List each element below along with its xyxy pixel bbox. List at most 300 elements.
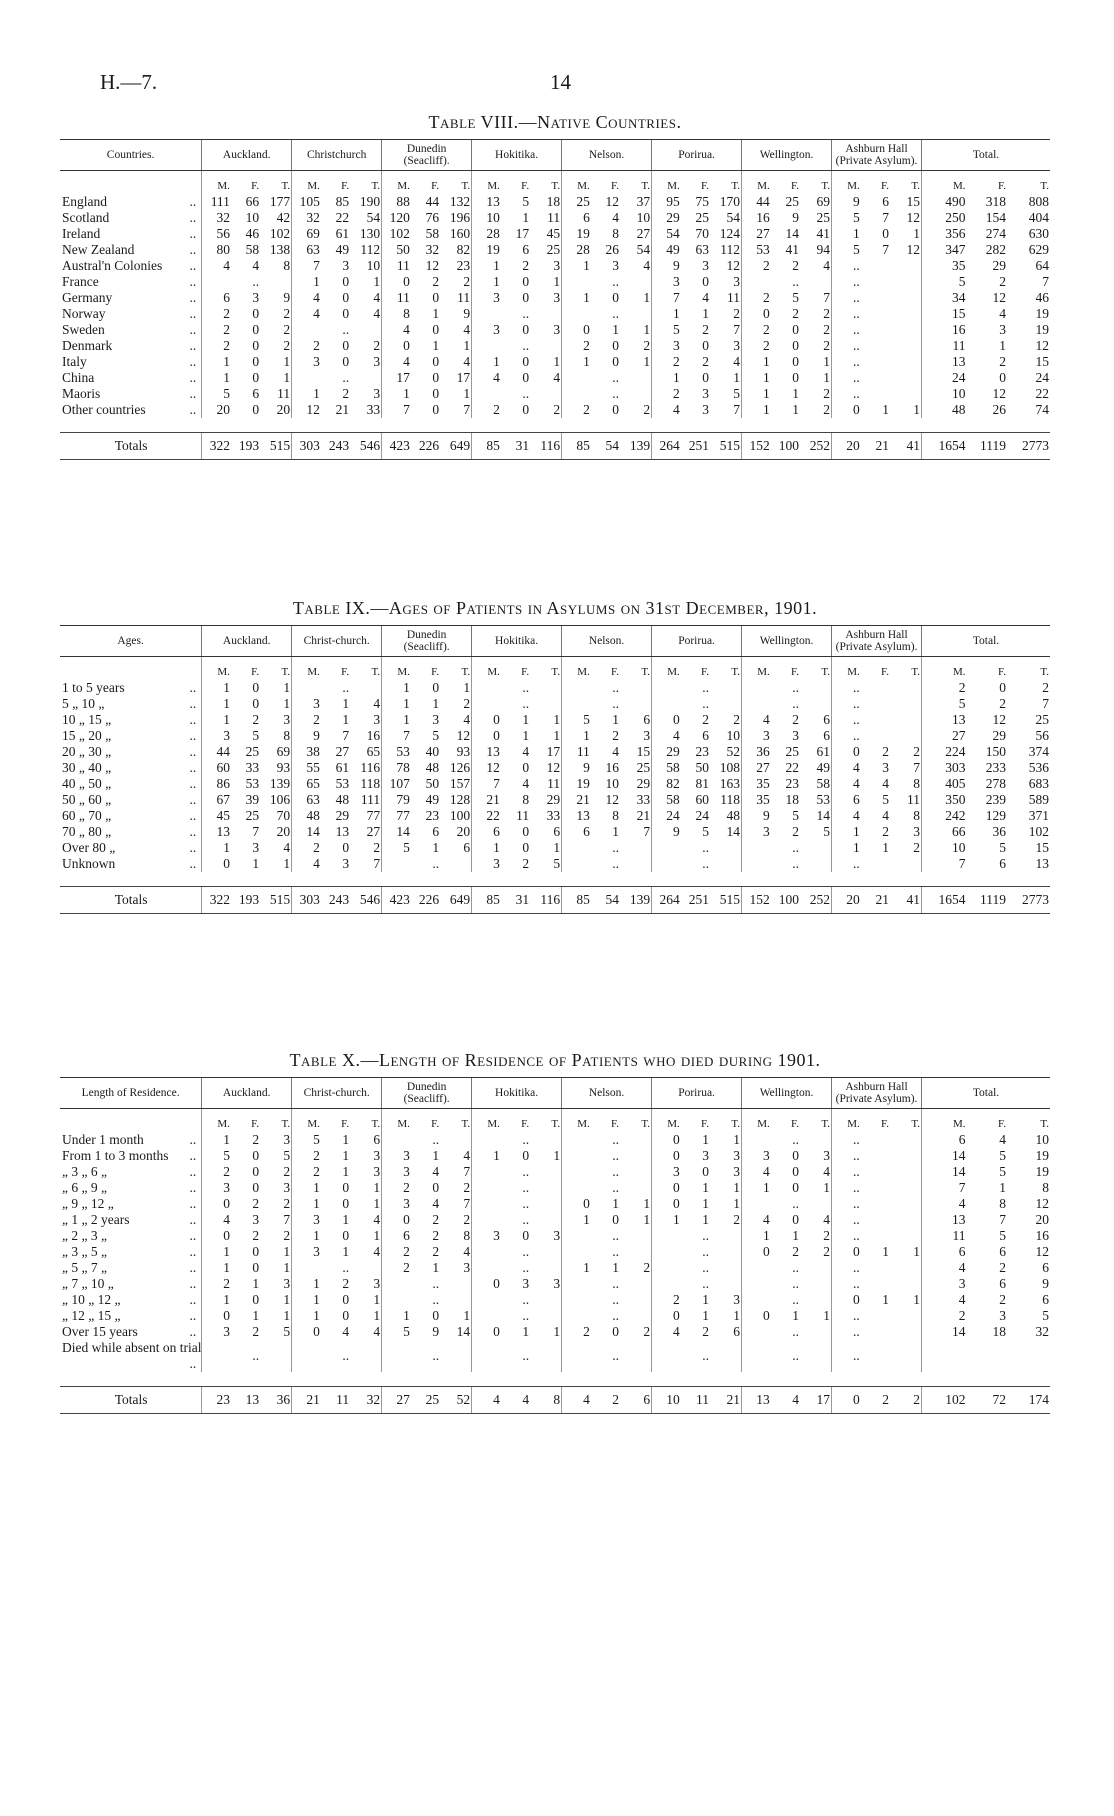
cell: 2 bbox=[792, 824, 800, 839]
totals-cell: 515 bbox=[710, 433, 742, 460]
cell bbox=[350, 370, 382, 386]
cell: .. bbox=[832, 274, 861, 290]
cell: 2 bbox=[702, 354, 710, 369]
cell: 2 bbox=[999, 1260, 1006, 1275]
cell: .. bbox=[612, 274, 620, 289]
cell: .. bbox=[612, 1228, 620, 1243]
cell: 3 bbox=[733, 1148, 741, 1163]
cell: .. bbox=[702, 1260, 710, 1275]
cell: 3 bbox=[702, 402, 710, 417]
cell: 36 bbox=[992, 824, 1006, 839]
sub-header-label: T. bbox=[371, 179, 381, 192]
column-header: Christ-church. bbox=[292, 1078, 382, 1109]
cell: 1 bbox=[202, 1260, 231, 1276]
cell: 0 bbox=[292, 1324, 321, 1340]
cell bbox=[861, 322, 890, 338]
cell: 0 bbox=[612, 1324, 620, 1339]
cell: 4 bbox=[652, 402, 681, 418]
totals-row bbox=[60, 433, 1050, 460]
sub-header-label: T. bbox=[371, 1117, 381, 1130]
spacer-cell bbox=[60, 1372, 1050, 1387]
cell: 5 bbox=[999, 840, 1006, 855]
cell: 1 bbox=[702, 1292, 710, 1307]
cell: .. bbox=[522, 1132, 530, 1147]
cell: 0 bbox=[522, 370, 530, 385]
cell: 233 bbox=[985, 760, 1006, 775]
cell: .. bbox=[252, 274, 260, 289]
cell bbox=[530, 386, 561, 402]
cell: 0 bbox=[202, 1228, 231, 1244]
cell: 108 bbox=[719, 760, 741, 775]
totals-cell: 243 bbox=[321, 433, 350, 460]
cell: 3 bbox=[202, 728, 231, 744]
totals-cell: 100 bbox=[771, 887, 800, 914]
cell: 4 bbox=[463, 1244, 471, 1259]
cell: 1 bbox=[643, 1212, 651, 1227]
cell: 1 bbox=[832, 824, 861, 840]
cell: 6 bbox=[432, 824, 440, 839]
totals-cell: 0 bbox=[832, 1387, 861, 1414]
sub-header-label: T. bbox=[281, 179, 291, 192]
cell bbox=[800, 1340, 832, 1372]
cell bbox=[890, 1260, 922, 1276]
totals-cell: 193 bbox=[231, 433, 260, 460]
cell bbox=[292, 1340, 321, 1372]
cell: 46 bbox=[1035, 290, 1049, 305]
table-title bbox=[60, 598, 1050, 619]
cell: 1 bbox=[823, 370, 831, 385]
cell bbox=[652, 680, 681, 696]
cell bbox=[530, 306, 561, 322]
cell: 9 bbox=[792, 210, 800, 225]
cell: 5 bbox=[292, 1132, 321, 1148]
sub-header-label: T. bbox=[1040, 665, 1049, 678]
cell: 1 bbox=[823, 1308, 831, 1323]
cell: 1 bbox=[999, 338, 1006, 353]
cell: 0 bbox=[652, 1132, 681, 1148]
sub-header-label: M. bbox=[652, 657, 681, 681]
cell bbox=[800, 1292, 832, 1308]
cell: 10 bbox=[726, 728, 741, 743]
cell: 0 bbox=[472, 1276, 501, 1292]
cell: 1 bbox=[742, 370, 771, 386]
cell: 1 bbox=[882, 1244, 889, 1259]
cell: .. bbox=[832, 338, 861, 354]
cell: 4 bbox=[373, 306, 381, 321]
cell: .. bbox=[792, 1132, 800, 1147]
leader-dots: .. bbox=[189, 242, 197, 257]
row-label-text: 20 „ 30 „ bbox=[62, 744, 112, 759]
row-label-text: „ 1 „ 2 years bbox=[62, 1212, 130, 1227]
cell: 0 bbox=[342, 1180, 350, 1195]
cell: 39 bbox=[245, 792, 260, 807]
cell: 8 bbox=[913, 808, 921, 823]
cell: 1 bbox=[882, 840, 889, 855]
totals-cell: 27 bbox=[382, 1387, 411, 1414]
cell: 6 bbox=[252, 386, 260, 401]
cell bbox=[292, 370, 321, 386]
cell bbox=[890, 1164, 922, 1180]
cell: 1 bbox=[702, 1212, 710, 1227]
cell: 490 bbox=[922, 194, 967, 210]
cell: 8 bbox=[522, 792, 530, 807]
cell: 2 bbox=[252, 712, 260, 727]
cell: 6 bbox=[562, 824, 591, 840]
cell bbox=[890, 1148, 922, 1164]
row-label-text: France bbox=[62, 274, 99, 289]
cell: 0 bbox=[342, 840, 350, 855]
cell: 29 bbox=[992, 728, 1006, 743]
cell: 48 bbox=[292, 808, 321, 824]
cell bbox=[530, 1132, 561, 1148]
cell: .. bbox=[612, 1180, 620, 1195]
cell: 1 bbox=[292, 1308, 321, 1324]
cell: 4 bbox=[882, 776, 889, 791]
cell: 49 bbox=[652, 242, 681, 258]
cell: 0 bbox=[432, 680, 440, 695]
cell: 4 bbox=[742, 712, 771, 728]
sub-header-label: T. bbox=[281, 665, 291, 678]
cell: 405 bbox=[922, 776, 967, 792]
column-header: Christ-church. bbox=[292, 626, 382, 657]
sub-header-label: T. bbox=[641, 179, 651, 192]
cell bbox=[530, 1212, 561, 1228]
cell bbox=[620, 1340, 652, 1372]
cell: 45 bbox=[202, 808, 231, 824]
cell: 2 bbox=[432, 1228, 440, 1243]
cell bbox=[890, 258, 922, 274]
cell: 58 bbox=[425, 226, 440, 241]
cell: 0 bbox=[342, 1292, 350, 1307]
leader-dots: .. bbox=[189, 1196, 197, 1211]
cell: 25 bbox=[546, 242, 561, 257]
cell: 53 bbox=[742, 242, 771, 258]
cell bbox=[472, 1132, 501, 1148]
row-label bbox=[60, 1308, 202, 1324]
cell: 4 bbox=[373, 1324, 381, 1339]
cell: .. bbox=[832, 680, 861, 696]
table-row bbox=[60, 1228, 1050, 1244]
cell: 25 bbox=[562, 194, 591, 210]
cell: 106 bbox=[269, 792, 291, 807]
cell: 2 bbox=[373, 840, 381, 855]
page-header bbox=[100, 70, 1080, 100]
cell: 7 bbox=[373, 856, 381, 871]
cell bbox=[620, 370, 652, 386]
cell: 6 bbox=[522, 242, 530, 257]
cell: 102 bbox=[1028, 824, 1049, 839]
cell: 126 bbox=[449, 760, 471, 775]
cell: 77 bbox=[366, 808, 381, 823]
cell: 4 bbox=[652, 728, 681, 744]
cell: 58 bbox=[245, 242, 260, 257]
cell: 93 bbox=[276, 760, 291, 775]
header-first-column: Length of Residence. bbox=[60, 1078, 202, 1109]
cell: .. bbox=[522, 1164, 530, 1179]
leader-dots: .. bbox=[189, 402, 197, 417]
cell: 0 bbox=[382, 338, 411, 354]
leader-dots: .. bbox=[189, 274, 197, 289]
cell: 65 bbox=[366, 744, 381, 759]
cell: 7 bbox=[463, 402, 471, 417]
cell: 4 bbox=[553, 370, 561, 385]
cell: 6 bbox=[553, 824, 561, 839]
cell: 23 bbox=[695, 744, 710, 759]
cell: 2 bbox=[999, 274, 1006, 289]
table-row bbox=[60, 744, 1050, 760]
cell: 5 bbox=[999, 1164, 1006, 1179]
row-label bbox=[60, 1164, 202, 1180]
cell: 3 bbox=[652, 1164, 681, 1180]
cell: 5 bbox=[382, 1324, 411, 1340]
cell: .. bbox=[612, 1276, 620, 1291]
cell: 7 bbox=[472, 776, 501, 792]
cell: 7 bbox=[643, 824, 651, 839]
cell: 2 bbox=[792, 1244, 800, 1259]
cell: .. bbox=[792, 856, 800, 871]
cell: .. bbox=[832, 1324, 861, 1340]
cell: 3 bbox=[472, 322, 501, 338]
totals-cell: 4 bbox=[501, 1387, 530, 1414]
cell: 0 bbox=[202, 1308, 231, 1324]
cell: 2 bbox=[202, 322, 231, 338]
column-header: Auckland. bbox=[202, 1078, 292, 1109]
cell: 6 bbox=[832, 792, 861, 808]
cell: 2 bbox=[643, 1324, 651, 1339]
cell: 0 bbox=[612, 1212, 620, 1227]
cell: 15 bbox=[906, 194, 921, 209]
table-row bbox=[60, 1340, 1050, 1372]
cell bbox=[530, 1260, 561, 1276]
cell: 0 bbox=[702, 1164, 710, 1179]
cell: .. bbox=[702, 840, 710, 855]
cell: 5 bbox=[553, 856, 561, 871]
sub-header-label: F. bbox=[701, 665, 710, 678]
cell bbox=[620, 1244, 652, 1260]
cell bbox=[562, 1164, 591, 1180]
cell: 3 bbox=[373, 354, 381, 369]
cell: 2 bbox=[463, 1212, 471, 1227]
cell: 44 bbox=[202, 744, 231, 760]
cell: 7 bbox=[1042, 696, 1049, 711]
cell: 4 bbox=[643, 258, 651, 273]
cell bbox=[382, 856, 411, 872]
cell: .. bbox=[832, 354, 861, 370]
cell bbox=[562, 696, 591, 712]
row-label bbox=[60, 1212, 202, 1228]
cell: 13 bbox=[472, 744, 501, 760]
cell: 5 bbox=[283, 1324, 291, 1339]
cell: 170 bbox=[719, 194, 741, 209]
cell bbox=[620, 1148, 652, 1164]
cell: 25 bbox=[245, 744, 260, 759]
cell: 5 bbox=[922, 696, 967, 712]
sub-header-label: F. bbox=[521, 1117, 530, 1130]
cell bbox=[890, 354, 922, 370]
cell: 35 bbox=[742, 776, 771, 792]
cell bbox=[1007, 1340, 1050, 1372]
cell bbox=[260, 274, 292, 290]
cell: .. bbox=[522, 1292, 530, 1307]
cell: 196 bbox=[449, 210, 471, 225]
cell: 1 bbox=[733, 1180, 741, 1195]
cell bbox=[472, 386, 501, 402]
cell bbox=[620, 856, 652, 872]
totals-cell: 423 bbox=[382, 887, 411, 914]
totals-label: Totals bbox=[60, 887, 202, 914]
sub-header-label: T. bbox=[551, 1117, 561, 1130]
row-label-text: „ 10 „ 12 „ bbox=[62, 1292, 121, 1307]
row-label-text: Ireland bbox=[62, 226, 101, 241]
cell: 20 bbox=[276, 824, 291, 839]
cell: 1 bbox=[252, 1308, 260, 1323]
cell: 2 bbox=[562, 1324, 591, 1340]
row-label-text: 15 „ 20 „ bbox=[62, 728, 112, 743]
cell: 7 bbox=[382, 728, 411, 744]
table-row bbox=[60, 712, 1050, 728]
cell: 7 bbox=[252, 824, 260, 839]
sub-header-label: F. bbox=[611, 665, 620, 678]
totals-cell: 252 bbox=[800, 433, 832, 460]
cell bbox=[742, 1276, 771, 1292]
cell: 2 bbox=[652, 386, 681, 402]
cell bbox=[742, 840, 771, 856]
cell: 15 bbox=[636, 744, 651, 759]
leader-dots: .. bbox=[189, 210, 197, 225]
cell: 66 bbox=[245, 194, 260, 209]
column-header: Christchurch bbox=[292, 140, 382, 171]
cell: 21 bbox=[562, 792, 591, 808]
cell bbox=[530, 1244, 561, 1260]
cell: 0 bbox=[252, 1244, 260, 1259]
leader-dots: .. bbox=[189, 338, 197, 353]
cell: 2 bbox=[283, 322, 291, 337]
cell: 25 bbox=[785, 744, 800, 759]
header-row bbox=[60, 1078, 1050, 1109]
cell: 50 bbox=[425, 776, 440, 791]
cell: 3 bbox=[882, 760, 889, 775]
cell: 5 bbox=[792, 290, 800, 305]
cell: 5 bbox=[792, 808, 800, 823]
cell: 5 bbox=[432, 728, 440, 743]
cell: 1 bbox=[742, 402, 771, 418]
cell bbox=[202, 1340, 231, 1372]
cell bbox=[472, 1260, 501, 1276]
cell: 0 bbox=[999, 370, 1006, 385]
cell: 7 bbox=[652, 290, 681, 306]
sub-header-label: M. bbox=[382, 1109, 411, 1133]
sub-header-label: M. bbox=[832, 657, 861, 681]
cell: 107 bbox=[382, 776, 411, 792]
cell: 82 bbox=[652, 776, 681, 792]
cell: 49 bbox=[816, 760, 831, 775]
cell: 1 bbox=[252, 856, 260, 871]
cell: 1 bbox=[463, 1308, 471, 1323]
cell: 1 bbox=[702, 306, 710, 321]
cell bbox=[861, 1180, 890, 1196]
cell: 1 bbox=[553, 354, 561, 369]
sub-header-label: T. bbox=[1040, 1117, 1049, 1130]
cell: 58 bbox=[652, 760, 681, 776]
cell: 13 bbox=[562, 808, 591, 824]
cell: 0 bbox=[792, 338, 800, 353]
totals-cell: 515 bbox=[260, 887, 292, 914]
cell: 12 bbox=[992, 712, 1006, 727]
cell: 6 bbox=[999, 1244, 1006, 1259]
cell bbox=[861, 680, 890, 696]
cell: 42 bbox=[276, 210, 291, 225]
cell: 49 bbox=[335, 242, 350, 257]
cell: 1 bbox=[202, 1244, 231, 1260]
column-header: Nelson. bbox=[562, 140, 652, 171]
sub-header-label: F. bbox=[701, 1117, 710, 1130]
cell: 0 bbox=[432, 290, 440, 305]
cell: 9 bbox=[292, 728, 321, 744]
cell: 1 bbox=[292, 274, 321, 290]
leader-dots: .. bbox=[189, 258, 197, 273]
table-row bbox=[60, 242, 1050, 258]
row-label-text: „ 12 „ 15 „ bbox=[62, 1308, 121, 1323]
sub-header-label: F. bbox=[997, 1117, 1006, 1130]
cell bbox=[620, 840, 652, 856]
cell bbox=[472, 1212, 501, 1228]
row-label-text: Unknown bbox=[62, 856, 116, 871]
column-header: Ashburn Hall (Private Asylum). bbox=[832, 626, 922, 657]
cell: 2 bbox=[283, 1196, 291, 1211]
cell: 0 bbox=[252, 1148, 260, 1163]
sub-header-label: F. bbox=[251, 179, 260, 192]
cell: 63 bbox=[292, 242, 321, 258]
cell: 7 bbox=[999, 1212, 1006, 1227]
cell: 88 bbox=[382, 194, 411, 210]
cell: 54 bbox=[366, 210, 381, 225]
cell: 74 bbox=[1035, 402, 1049, 417]
cell bbox=[710, 1276, 742, 1292]
cell: 10 bbox=[472, 210, 501, 226]
leader-dots: .. bbox=[189, 728, 197, 743]
cell bbox=[292, 1260, 321, 1276]
cell: 1 bbox=[432, 840, 440, 855]
cell: 5 bbox=[252, 728, 260, 743]
cell: .. bbox=[832, 1340, 861, 1372]
totals-cell: 303 bbox=[292, 433, 321, 460]
cell: 6 bbox=[1042, 1292, 1049, 1307]
cell: 1 bbox=[733, 1132, 741, 1147]
cell: 1 bbox=[643, 290, 651, 305]
cell: 4 bbox=[832, 760, 861, 776]
cell: 3 bbox=[283, 712, 291, 727]
row-label-text: Sweden bbox=[62, 322, 105, 337]
cell: .. bbox=[832, 1308, 861, 1324]
sub-header-label: F. bbox=[881, 179, 889, 192]
cell bbox=[620, 1180, 652, 1196]
table-prefix: Table VIII. bbox=[428, 112, 519, 132]
cell: 0 bbox=[432, 386, 440, 401]
cell: 4 bbox=[832, 776, 861, 792]
cell: 2 bbox=[1042, 680, 1049, 695]
sub-header-label: T. bbox=[821, 665, 831, 678]
cell: 1 bbox=[702, 1180, 710, 1195]
row-label bbox=[60, 322, 202, 338]
cell: 4 bbox=[463, 1148, 471, 1163]
sub-header-label: F. bbox=[791, 665, 800, 678]
cell: 22 bbox=[1035, 386, 1049, 401]
cell bbox=[562, 1244, 591, 1260]
cell: 1 bbox=[382, 680, 411, 696]
cell bbox=[472, 338, 501, 354]
totals-cell: 116 bbox=[530, 433, 561, 460]
cell: .. bbox=[612, 1148, 620, 1163]
